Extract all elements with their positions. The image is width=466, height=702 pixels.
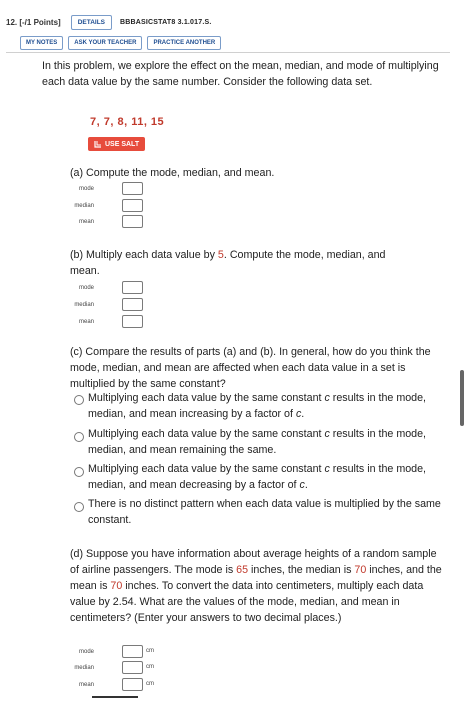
divider bbox=[6, 52, 450, 53]
part-c-option-4-radio[interactable] bbox=[74, 502, 84, 512]
part-c-option-1-radio[interactable] bbox=[74, 395, 84, 405]
part-d-mean-label: mean bbox=[78, 682, 94, 688]
part-b-mode-label: mode bbox=[78, 285, 94, 291]
problem-intro bbox=[42, 58, 454, 90]
practice-another-button[interactable]: PRACTICE ANOTHER bbox=[147, 36, 221, 50]
part-a-mode-label: mode bbox=[78, 186, 94, 192]
part-c-option-1-text: Multiplying each data value by the same constant c results in the mode, median, and mean increasing by a factor of c. bbox=[88, 392, 427, 420]
details-button[interactable]: DETAILS bbox=[71, 15, 112, 30]
part-d-mean-unit: cm bbox=[146, 681, 154, 687]
part-c-option-2-text: Multiplying each data value by the same constant c results in the mode, median, and mean remaining the same. bbox=[88, 428, 427, 456]
part-b-mean-label: mean bbox=[78, 319, 94, 325]
part-d-mean-input[interactable] bbox=[122, 678, 143, 691]
part-b-suffix: . Compute the mode, median, and bbox=[223, 249, 386, 261]
part-d-median-unit: cm bbox=[146, 664, 154, 670]
use-salt-button[interactable] bbox=[88, 137, 145, 151]
part-d-question: (d) Suppose you have information about average heights of a random sample of airline passengers. The mode is 65 inches, the median is 70 inches, and the mean is 70 inches. To convert the data into centimeters, multiply each data value by 2.54. What are the values of the mode, median, and mean in centimeters? (Enter your answers to two decimal places.) bbox=[70, 548, 442, 624]
part-a-median-input[interactable] bbox=[122, 199, 143, 212]
toolbar bbox=[20, 36, 221, 50]
scrollbar[interactable] bbox=[460, 370, 464, 426]
part-a-mean-input[interactable] bbox=[122, 215, 143, 228]
part-c-option-2-radio[interactable] bbox=[74, 432, 84, 442]
part-b-prefix: (b) Multiply each data value by bbox=[70, 249, 218, 261]
part-b-median-input[interactable] bbox=[122, 298, 143, 311]
data-set: 7, 7, 8, 11, 15 bbox=[90, 116, 165, 128]
part-d-mode-unit: cm bbox=[146, 648, 154, 654]
ask-teacher-button[interactable]: ASK YOUR TEACHER bbox=[68, 36, 142, 50]
part-a-mean-label: mean bbox=[78, 219, 94, 225]
part-a-mode-input[interactable] bbox=[122, 182, 143, 195]
part-b-line2: mean. bbox=[70, 265, 100, 277]
part-b-mean-input[interactable] bbox=[122, 315, 143, 328]
part-d-median-input[interactable] bbox=[122, 661, 143, 674]
part-c-question: (c) Compare the results of parts (a) and (b). In general, how do you think the mode, median, and mean are affected when each data value in a set is multiplied by the same constant? bbox=[70, 346, 431, 390]
part-b-median-label: median bbox=[74, 302, 94, 308]
my-notes-button[interactable]: MY NOTES bbox=[20, 36, 63, 50]
part-b-mode-input[interactable] bbox=[122, 281, 143, 294]
part-c-option-4-text: There is no distinct pattern when each data value is multiplied by the same constant. bbox=[88, 498, 441, 526]
part-c-option-3-radio[interactable] bbox=[74, 467, 84, 477]
part-a-median-label: median bbox=[74, 203, 94, 209]
part-d-mode-input[interactable] bbox=[122, 645, 143, 658]
part-c-option-3-text: Multiplying each data value by the same constant c results in the mode, median, and mean decreasing by a factor of c. bbox=[88, 463, 427, 491]
question-code: BBBASICSTAT8 3.1.017.S. bbox=[120, 18, 212, 26]
part-d-mode-label: mode bbox=[78, 649, 94, 655]
salt-icon bbox=[94, 140, 102, 148]
part-d-median-label: median bbox=[74, 665, 94, 671]
part-d-mean-value: 70 bbox=[110, 580, 123, 592]
part-d-mode-value: 65 bbox=[236, 564, 249, 576]
question-number: 12. [-/1 Points] bbox=[6, 17, 61, 27]
question-header bbox=[6, 12, 212, 32]
next-control-edge bbox=[92, 696, 138, 702]
use-salt-label: USE SALT bbox=[105, 140, 140, 148]
intro-text: In this problem, we explore the effect on the mean, median, and mode of multiplying each data value by the same number. Consider the following data set. bbox=[42, 60, 439, 88]
part-b-question bbox=[70, 247, 450, 279]
part-d-median-value: 70 bbox=[354, 564, 367, 576]
part-b-multiplier: 5 bbox=[217, 249, 224, 261]
part-a-question: (a) Compute the mode, median, and mean. bbox=[70, 167, 275, 179]
